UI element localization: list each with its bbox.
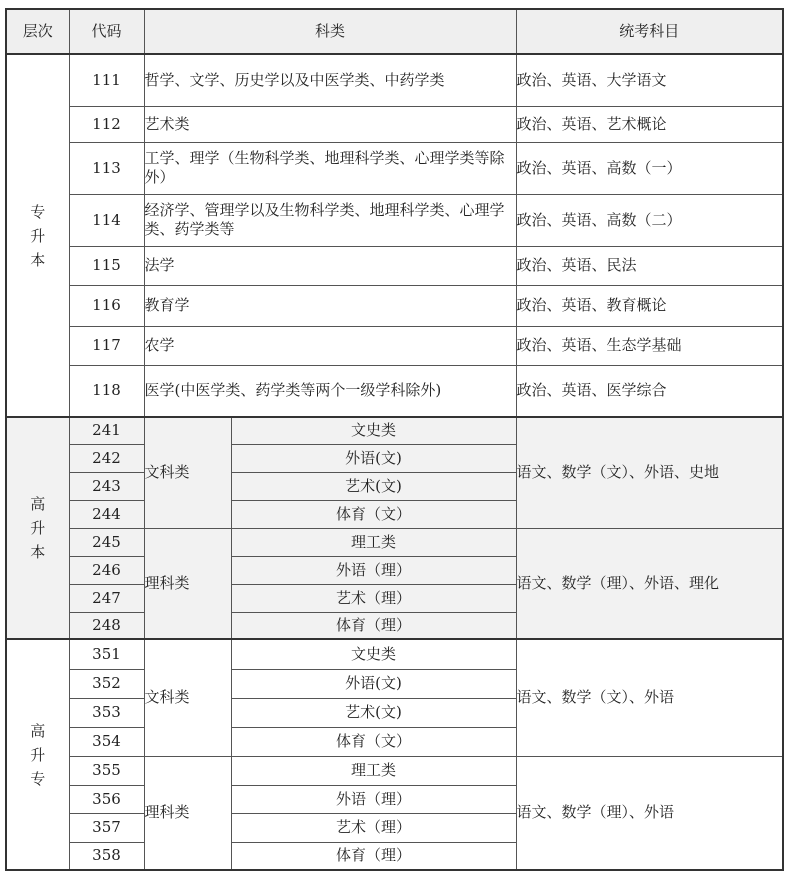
table-row bbox=[6, 285, 783, 326]
subcategory-cell: 艺术（理） bbox=[231, 813, 516, 842]
header-level: 层次 bbox=[6, 9, 69, 54]
exam-cell: 政治、英语、艺术概论 bbox=[516, 106, 783, 142]
code-cell: 111 bbox=[69, 54, 144, 106]
table-row bbox=[6, 142, 783, 194]
subcategory-cell: 理工类 bbox=[231, 528, 516, 556]
subcategory-cell: 体育（文） bbox=[231, 500, 516, 528]
code-cell: 245 bbox=[69, 528, 144, 556]
subcategory-cell: 体育（文） bbox=[231, 727, 516, 756]
code-cell: 243 bbox=[69, 472, 144, 500]
code-cell: 356 bbox=[69, 785, 144, 813]
exam-cell: 语文、数学（理）、外语、理化 bbox=[516, 528, 783, 639]
code-cell: 352 bbox=[69, 669, 144, 698]
table-row bbox=[6, 54, 783, 106]
table-row bbox=[6, 365, 783, 417]
level-cell-gsz bbox=[6, 639, 69, 870]
exam-cell: 政治、英语、医学综合 bbox=[516, 365, 783, 417]
category-cell: 经济学、管理学以及生物科学类、地理科学类、心理学类、药学类等 bbox=[144, 194, 516, 246]
table-row bbox=[6, 246, 783, 285]
code-cell: 247 bbox=[69, 584, 144, 612]
code-cell: 114 bbox=[69, 194, 144, 246]
section-zsb bbox=[6, 54, 783, 417]
level-cell-zsb bbox=[6, 54, 69, 417]
table-row bbox=[6, 756, 783, 785]
code-cell: 116 bbox=[69, 285, 144, 326]
category-cell: 医学(中医学类、药学类等两个一级学科除外) bbox=[144, 365, 516, 417]
exam-cell: 政治、英语、教育概论 bbox=[516, 285, 783, 326]
subcategory-cell: 艺术（理） bbox=[231, 584, 516, 612]
code-cell: 354 bbox=[69, 727, 144, 756]
section-gsb bbox=[6, 417, 783, 639]
header-exam: 统考科目 bbox=[516, 9, 783, 54]
code-cell: 355 bbox=[69, 756, 144, 785]
table-row bbox=[6, 417, 783, 444]
category-cell: 艺术类 bbox=[144, 106, 516, 142]
exam-subjects-table bbox=[5, 8, 784, 871]
table-row bbox=[6, 528, 783, 556]
group-cell-li: 理科类 bbox=[144, 756, 231, 870]
category-cell: 法学 bbox=[144, 246, 516, 285]
exam-cell: 政治、英语、高数（二） bbox=[516, 194, 783, 246]
exam-cell: 语文、数学（文）、外语 bbox=[516, 639, 783, 756]
table-row bbox=[6, 326, 783, 365]
header-row bbox=[6, 9, 783, 54]
category-cell: 教育学 bbox=[144, 285, 516, 326]
code-cell: 118 bbox=[69, 365, 144, 417]
header-category: 科类 bbox=[144, 9, 516, 54]
subcategory-cell: 体育（理） bbox=[231, 612, 516, 639]
code-cell: 117 bbox=[69, 326, 144, 365]
code-cell: 241 bbox=[69, 417, 144, 444]
code-cell: 115 bbox=[69, 246, 144, 285]
exam-cell: 语文、数学（文）、外语、史地 bbox=[516, 417, 783, 528]
table-row bbox=[6, 639, 783, 669]
group-cell-li: 理科类 bbox=[144, 528, 231, 639]
category-cell: 农学 bbox=[144, 326, 516, 365]
subcategory-cell: 理工类 bbox=[231, 756, 516, 785]
exam-cell: 政治、英语、生态学基础 bbox=[516, 326, 783, 365]
subcategory-cell: 艺术(文) bbox=[231, 698, 516, 727]
level-label: 高升本 bbox=[30, 495, 46, 561]
code-cell: 242 bbox=[69, 444, 144, 472]
category-cell: 哲学、文学、历史学以及中医学类、中药学类 bbox=[144, 54, 516, 106]
subcategory-cell: 艺术(文) bbox=[231, 472, 516, 500]
category-cell: 工学、理学（生物科学类、地理科学类、心理学类等除外） bbox=[144, 142, 516, 194]
subcategory-cell: 外语（理） bbox=[231, 556, 516, 584]
subcategory-cell: 体育（理） bbox=[231, 842, 516, 870]
subcategory-cell: 文史类 bbox=[231, 639, 516, 669]
subcategory-cell: 外语（理） bbox=[231, 785, 516, 813]
section-gsz bbox=[6, 639, 783, 870]
exam-cell: 政治、英语、高数（一） bbox=[516, 142, 783, 194]
exam-cell: 政治、英语、民法 bbox=[516, 246, 783, 285]
exam-cell: 语文、数学（理）、外语 bbox=[516, 756, 783, 870]
level-label: 高升专 bbox=[30, 721, 46, 788]
code-cell: 246 bbox=[69, 556, 144, 584]
group-cell-wen: 文科类 bbox=[144, 639, 231, 756]
code-cell: 112 bbox=[69, 106, 144, 142]
code-cell: 244 bbox=[69, 500, 144, 528]
level-label: 专升本 bbox=[30, 202, 46, 269]
code-cell: 353 bbox=[69, 698, 144, 727]
header-code: 代码 bbox=[69, 9, 144, 54]
subcategory-cell: 外语(文) bbox=[231, 669, 516, 698]
subcategory-cell: 外语(文) bbox=[231, 444, 516, 472]
subcategory-cell: 文史类 bbox=[231, 417, 516, 444]
code-cell: 358 bbox=[69, 842, 144, 870]
table-row bbox=[6, 106, 783, 142]
code-cell: 357 bbox=[69, 813, 144, 842]
code-cell: 351 bbox=[69, 639, 144, 669]
level-cell-gsb bbox=[6, 417, 69, 639]
code-cell: 113 bbox=[69, 142, 144, 194]
group-cell-wen: 文科类 bbox=[144, 417, 231, 528]
code-cell: 248 bbox=[69, 612, 144, 639]
exam-cell: 政治、英语、大学语文 bbox=[516, 54, 783, 106]
table-row bbox=[6, 194, 783, 246]
